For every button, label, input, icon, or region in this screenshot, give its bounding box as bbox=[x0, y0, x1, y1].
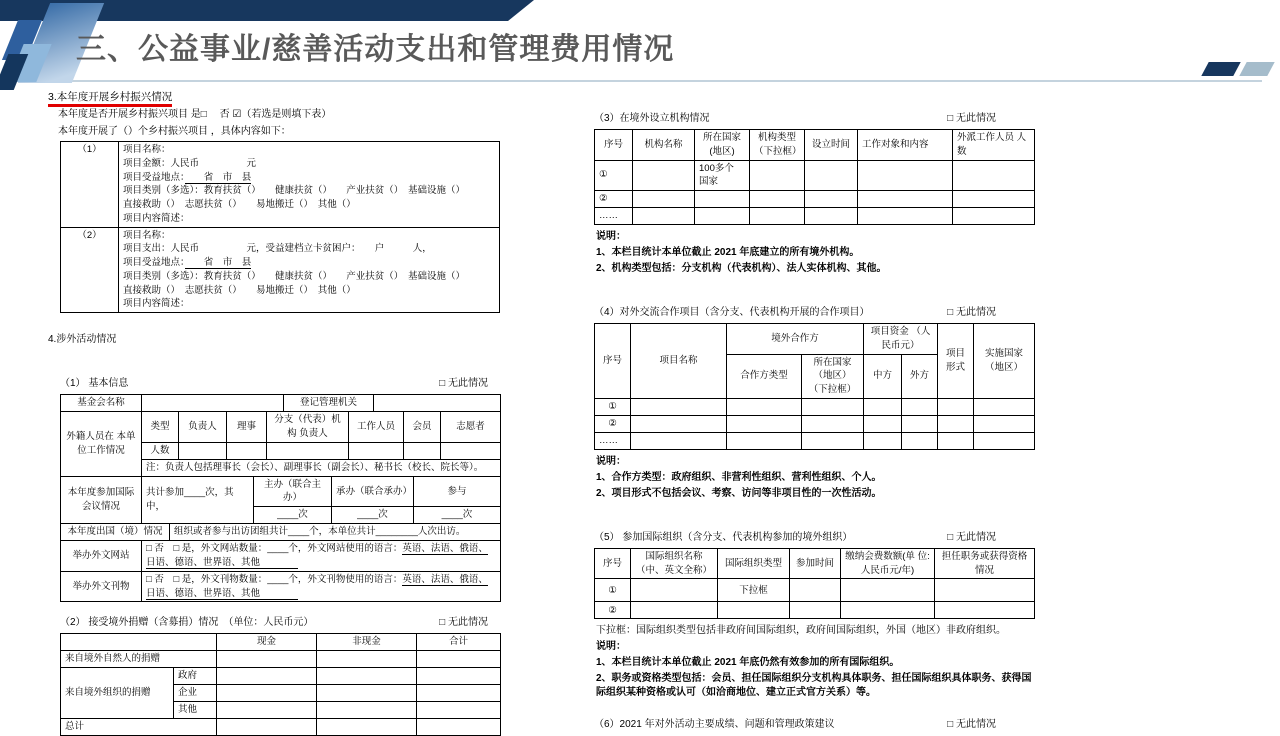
empty-cell[interactable] bbox=[802, 398, 864, 415]
conference-label: 本年度参加国际 会议情况 bbox=[61, 476, 142, 524]
row-number: ② bbox=[595, 415, 631, 432]
table-row bbox=[595, 602, 1035, 619]
col-host: 主办（联合主办） bbox=[254, 476, 332, 507]
empty-cell[interactable] bbox=[953, 191, 1035, 208]
table-row bbox=[595, 432, 1035, 449]
table-row bbox=[61, 227, 500, 313]
col-volunteer: 志愿者 bbox=[441, 412, 501, 443]
empty-cell[interactable] bbox=[935, 602, 1035, 619]
empty-cell[interactable] bbox=[864, 432, 902, 449]
empty-cell[interactable] bbox=[841, 602, 935, 619]
empty-cell[interactable] bbox=[217, 719, 317, 736]
col-partner-type: 合作方类型 bbox=[727, 354, 802, 398]
table-row bbox=[61, 476, 501, 507]
empty-cell[interactable] bbox=[417, 702, 501, 719]
empty-cell[interactable] bbox=[974, 415, 1035, 432]
empty-cell[interactable] bbox=[750, 208, 805, 225]
sum-label: 总计 bbox=[61, 719, 217, 736]
col-org-name: 机构名称 bbox=[633, 130, 695, 161]
row-number: ② bbox=[595, 602, 631, 619]
conference-total: 共计参加____次，其中， bbox=[142, 476, 254, 524]
col-fee: 缴纳会费数额(单 位:人民币元/年) bbox=[841, 548, 935, 579]
no-such-case-checkbox[interactable]: □ 无此情况 bbox=[947, 307, 996, 319]
empty-cell[interactable] bbox=[317, 651, 417, 668]
no-such-case-checkbox[interactable]: □ 无此情况 bbox=[439, 617, 488, 629]
publication-label: 举办外文刊物 bbox=[61, 571, 142, 602]
count-label: 人数 bbox=[142, 442, 179, 459]
subsection-title: （3）在境外设立机构情况 bbox=[594, 113, 710, 124]
foundation-name-field[interactable] bbox=[142, 395, 284, 412]
foundation-name-label: 基金会名称 bbox=[61, 395, 142, 412]
empty-cell[interactable] bbox=[858, 208, 953, 225]
subsection-title: （4）对外交流合作项目（含分支、代表机构开展的合作项目） bbox=[594, 307, 870, 319]
rural-project-question: 本年度是否开展乡村振兴项目 是□ 否 ☑（若选是则填下表） bbox=[58, 109, 332, 120]
table-row bbox=[595, 324, 1035, 355]
other-label: 其他 bbox=[174, 702, 217, 719]
empty-cell[interactable] bbox=[695, 191, 750, 208]
empty-cell[interactable] bbox=[750, 191, 805, 208]
empty-cell[interactable] bbox=[718, 602, 790, 619]
empty-cell[interactable] bbox=[938, 432, 974, 449]
times-field[interactable]: ____次 bbox=[332, 507, 414, 524]
table-row bbox=[61, 634, 501, 651]
website-detail: □ 否 □ 是，外文网站数量：____个，外文网站使用的语言：英语、法语、俄语、日语、德语、世界语、其他 bbox=[142, 541, 501, 572]
empty-cell[interactable] bbox=[953, 208, 1035, 225]
intl-org-title-row bbox=[594, 531, 1038, 545]
empty-cell bbox=[61, 634, 217, 651]
donation-title-row bbox=[60, 616, 500, 630]
empty-cell[interactable] bbox=[633, 191, 695, 208]
col-china-side: 中方 bbox=[864, 354, 902, 398]
col-overseas-partner: 境外合作方 bbox=[727, 324, 864, 355]
col-cash: 现金 bbox=[217, 634, 317, 651]
project-location-line: 项目受益地点： 省 市 县 bbox=[123, 171, 252, 183]
empty-cell[interactable] bbox=[805, 160, 858, 191]
dropdown-placeholder[interactable]: 下拉框 bbox=[718, 579, 790, 602]
empty-cell[interactable] bbox=[317, 702, 417, 719]
col-join-time: 参加时间 bbox=[790, 548, 841, 579]
table-row bbox=[595, 579, 1035, 602]
empty-cell[interactable] bbox=[417, 668, 501, 685]
empty-cell[interactable] bbox=[790, 579, 841, 602]
basic-info-title-row bbox=[60, 377, 500, 391]
row-number: …… bbox=[595, 432, 631, 449]
table-row bbox=[61, 719, 501, 736]
times-field[interactable]: ____次 bbox=[254, 507, 332, 524]
empty-cell[interactable] bbox=[633, 160, 695, 191]
table-row bbox=[595, 398, 1035, 415]
abroad-table bbox=[60, 523, 501, 541]
table-row bbox=[61, 541, 501, 572]
project-name-line: 项目名称： bbox=[123, 144, 171, 155]
intl-org-notes: 下拉框：国际组织类型包括非政府间国际组织，政府间国际组织，外国（地区）非政府组织。 说明： 1、本栏目统计本单位截止 2021 年底仍然有效参加的所有国际组织。 2、职务或资格类型包括：会员、担任国际组织分支机构具体职务、担任国际组织具体职务、获得国际组织某种资格或认可（如洽商地位、建立正式官方关系）等。 bbox=[594, 624, 1040, 700]
table-row bbox=[61, 395, 501, 412]
col-seq: 序号 bbox=[595, 324, 631, 399]
empty-cell[interactable] bbox=[441, 442, 501, 459]
project-detail-cell bbox=[119, 142, 500, 228]
empty-cell[interactable] bbox=[841, 579, 935, 602]
overseas-org-title-row bbox=[594, 112, 1038, 126]
empty-cell[interactable] bbox=[417, 719, 501, 736]
registration-authority-label: 登记管理机关 bbox=[284, 395, 374, 412]
empty-cell[interactable] bbox=[267, 442, 349, 459]
empty-cell[interactable] bbox=[417, 651, 501, 668]
abroad-label: 本年度出国（境）情况 bbox=[61, 524, 170, 541]
col-noncash: 非现金 bbox=[317, 634, 417, 651]
col-cohost: 承办（联合承办） bbox=[332, 476, 414, 507]
empty-cell[interactable] bbox=[935, 579, 1035, 602]
basic-info-table-top bbox=[60, 394, 501, 412]
header-divider bbox=[56, 80, 1262, 82]
no-such-case-checkbox[interactable]: □ 无此情况 bbox=[947, 719, 996, 731]
empty-cell[interactable] bbox=[974, 398, 1035, 415]
org-donation-label: 来自境外组织的捐赠 bbox=[61, 668, 174, 719]
col-join: 参与 bbox=[414, 476, 501, 507]
table-row bbox=[61, 571, 501, 602]
empty-cell[interactable] bbox=[217, 668, 317, 685]
right-column bbox=[594, 112, 1040, 735]
empty-cell[interactable] bbox=[727, 432, 802, 449]
conference-table bbox=[60, 476, 501, 525]
project-category-line: 项目类别（多选）：教育扶贫（） 健康扶贫（） 产业扶贫（） 基础设施（） bbox=[123, 270, 466, 282]
project-category-line: 项目类别（多选）：教育扶贫（） 健康扶贫（） 产业扶贫（） 基础设施（） bbox=[123, 185, 466, 197]
col-intl-org-type: 国际组织类型 bbox=[718, 548, 790, 579]
section4-heading: 4.涉外活动情况 bbox=[48, 334, 117, 346]
foreign-staff-table bbox=[60, 411, 501, 477]
project-detail-cell bbox=[119, 227, 500, 313]
section3-heading: 3.本年度开展乡村振兴情况 bbox=[48, 90, 506, 105]
col-expat-count: 外派工作人员 人数 bbox=[953, 130, 1035, 161]
project-category-line2: 直接救助（） 志愿扶贫（） 易地搬迁（） 其他（） bbox=[123, 284, 356, 296]
empty-cell[interactable] bbox=[864, 398, 902, 415]
empty-cell[interactable] bbox=[631, 579, 718, 602]
table-row bbox=[595, 191, 1035, 208]
project-amount-line: 项目金额：人民币 元 bbox=[123, 157, 257, 169]
col-head: 负责人 bbox=[179, 412, 227, 443]
empty-cell[interactable] bbox=[631, 432, 727, 449]
project-summary-line: 项目内容简述： bbox=[123, 298, 190, 310]
project-number: （1） bbox=[61, 142, 119, 228]
table-row bbox=[595, 160, 1035, 191]
empty-cell[interactable] bbox=[858, 191, 953, 208]
col-project-form: 项目 形式 bbox=[938, 324, 974, 399]
summary-title-row bbox=[594, 718, 1038, 732]
empty-cell[interactable] bbox=[864, 415, 902, 432]
no-such-case-checkbox[interactable]: □ 无此情况 bbox=[947, 113, 996, 124]
table-row bbox=[61, 651, 501, 668]
page-title: 三、公益事业/慈善活动支出和管理费用情况 bbox=[76, 33, 675, 66]
empty-cell[interactable] bbox=[631, 602, 718, 619]
col-foreign-side: 外方 bbox=[902, 354, 938, 398]
empty-cell[interactable] bbox=[750, 160, 805, 191]
col-project-name: 项目名称 bbox=[631, 324, 727, 399]
col-seq: 序号 bbox=[595, 130, 633, 161]
empty-cell[interactable] bbox=[217, 685, 317, 702]
subsection-title: （5） 参加国际组织（含分支、代表机构参加的境外组织） bbox=[594, 531, 853, 543]
table-row bbox=[595, 548, 1035, 579]
col-type: 类型 bbox=[142, 412, 179, 443]
row-number: …… bbox=[595, 208, 633, 225]
empty-cell[interactable] bbox=[802, 415, 864, 432]
cooperation-notes: 说明： 1、合作方类型：政府组织、非营利性组织、营利性组织、个人。 2、项目形式不包括会议、考察、访问等非项目性的一次性活动。 bbox=[596, 455, 882, 499]
row-number: ② bbox=[595, 191, 633, 208]
project-location-line: 项目受益地点： 省 市 县 bbox=[123, 257, 252, 269]
subsection-title: （1） 基本信息 bbox=[60, 378, 129, 390]
website-label: 举办外文网站 bbox=[61, 541, 142, 572]
row-number: ① bbox=[595, 160, 633, 191]
row-number: ① bbox=[595, 398, 631, 415]
dropdown-note: 下拉框：国际组织类型包括非政府间国际组织，政府间国际组织，外国（地区）非政府组织。 bbox=[596, 625, 1006, 637]
overseas-org-notes: 说明： 1、本栏目统计本单位截止 2021 年底建立的所有境外机构。 2、机构类型包括：分支机构（代表机构）、法人实体机构、其他。 bbox=[596, 231, 887, 275]
empty-cell[interactable] bbox=[938, 415, 974, 432]
foreign-media-table bbox=[60, 540, 501, 602]
empty-cell[interactable] bbox=[179, 442, 227, 459]
empty-cell[interactable] bbox=[317, 719, 417, 736]
empty-cell[interactable] bbox=[633, 208, 695, 225]
publication-detail: □ 否 □ 是，外文刊物数量：____个，外文刊物使用的语言：英语、法语、俄语、日语、德语、世界语、其他 bbox=[142, 571, 501, 602]
project-expense-line: 项目支出：人民币 元，受益建档立卡贫困户： 户 人， bbox=[123, 243, 432, 255]
col-staff: 工作人员 bbox=[349, 412, 404, 443]
times-field[interactable]: ____次 bbox=[414, 507, 501, 524]
empty-cell[interactable] bbox=[217, 702, 317, 719]
empty-cell[interactable] bbox=[631, 398, 727, 415]
col-seq: 序号 bbox=[595, 548, 631, 579]
country-value: 100多个 国家 bbox=[695, 160, 750, 191]
staff-note: 注：负责人包括理事长（会长）、副理事长（副会长）、秘书长（校长、院长等）。 bbox=[142, 459, 501, 476]
registration-authority-field[interactable] bbox=[374, 395, 501, 412]
empty-cell[interactable] bbox=[727, 415, 802, 432]
empty-cell[interactable] bbox=[217, 651, 317, 668]
table-row bbox=[595, 130, 1035, 161]
no-such-case-checkbox[interactable]: □ 无此情况 bbox=[439, 378, 488, 390]
rural-project-count-line: 本年度开展了（）个乡村振兴项目 ，具体内容如下： bbox=[58, 126, 291, 137]
foreign-staff-label: 外籍人员在 本单位工作情况 bbox=[61, 412, 142, 477]
left-column bbox=[48, 90, 506, 736]
empty-cell[interactable] bbox=[695, 208, 750, 225]
table-row bbox=[61, 412, 501, 443]
cooperation-table bbox=[594, 323, 1035, 450]
gov-label: 政府 bbox=[174, 668, 217, 685]
table-row bbox=[595, 415, 1035, 432]
subsection-title: （6）2021 年对外活动主要成绩、问题和管理政策建议 bbox=[594, 719, 835, 731]
empty-cell[interactable] bbox=[631, 415, 727, 432]
col-org-type: 机构类型 （下拉框） bbox=[750, 130, 805, 161]
decorative-parallelogram-icon bbox=[1201, 62, 1240, 76]
col-director: 理事 bbox=[227, 412, 267, 443]
empty-cell[interactable] bbox=[805, 208, 858, 225]
donation-table bbox=[60, 633, 501, 736]
col-position: 担任职务或获得资格情况 bbox=[935, 548, 1035, 579]
cooperation-title-row bbox=[594, 306, 1038, 320]
row-number: ① bbox=[595, 579, 631, 602]
col-member: 会员 bbox=[404, 412, 441, 443]
rural-projects-table bbox=[60, 141, 500, 313]
col-intl-org-name: 国际组织名称 （中、英文全称） bbox=[631, 548, 718, 579]
decorative-parallelogram-icon bbox=[1239, 62, 1274, 76]
empty-cell[interactable] bbox=[953, 160, 1035, 191]
empty-cell[interactable] bbox=[805, 191, 858, 208]
empty-cell[interactable] bbox=[727, 398, 802, 415]
empty-cell[interactable] bbox=[858, 160, 953, 191]
col-work-content: 工作对象和内容 bbox=[858, 130, 953, 161]
empty-cell[interactable] bbox=[902, 432, 938, 449]
empty-cell[interactable] bbox=[404, 442, 441, 459]
table-row bbox=[61, 524, 501, 541]
col-total: 合计 bbox=[417, 634, 501, 651]
project-number: （2） bbox=[61, 227, 119, 313]
table-row bbox=[595, 208, 1035, 225]
subsection-title: （2） 接受境外捐赠（含募捐）情况 （单位：人民币元） bbox=[60, 617, 314, 629]
empty-cell[interactable] bbox=[938, 398, 974, 415]
table-row bbox=[61, 142, 500, 228]
table-row bbox=[61, 668, 501, 685]
col-project-fund: 项目资金 （人民币元） bbox=[864, 324, 938, 355]
intl-org-table bbox=[594, 548, 1035, 620]
abroad-text: 组织或者参与出访团组共计____个，本单位共计________人次出访。 bbox=[170, 524, 501, 541]
empty-cell[interactable] bbox=[902, 415, 938, 432]
col-partner-country: 所在国家 （地区） （下拉框） bbox=[802, 354, 864, 398]
empty-cell[interactable] bbox=[902, 398, 938, 415]
empty-cell[interactable] bbox=[802, 432, 864, 449]
project-name-line: 项目名称： bbox=[123, 229, 171, 241]
empty-cell[interactable] bbox=[349, 442, 404, 459]
empty-cell[interactable] bbox=[227, 442, 267, 459]
empty-cell[interactable] bbox=[317, 668, 417, 685]
enterprise-label: 企业 bbox=[174, 685, 217, 702]
empty-cell[interactable] bbox=[317, 685, 417, 702]
no-such-case-checkbox[interactable]: □ 无此情况 bbox=[947, 531, 996, 543]
empty-cell[interactable] bbox=[790, 602, 841, 619]
project-summary-line: 项目内容简述： bbox=[123, 212, 190, 224]
col-impl-country: 实施国家（地区） bbox=[974, 324, 1035, 399]
empty-cell[interactable] bbox=[974, 432, 1035, 449]
col-branch-head: 分支（代表）机构 负责人 bbox=[267, 412, 349, 443]
project-category-line2: 直接救助（） 志愿扶贫（） 易地搬迁（） 其他（） bbox=[123, 199, 356, 211]
person-donation-label: 来自境外自然人的捐赠 bbox=[61, 651, 217, 668]
col-setup-time: 设立时间 bbox=[805, 130, 858, 161]
col-country: 所在国家(地区) bbox=[695, 130, 750, 161]
empty-cell[interactable] bbox=[417, 685, 501, 702]
overseas-org-table bbox=[594, 129, 1035, 225]
